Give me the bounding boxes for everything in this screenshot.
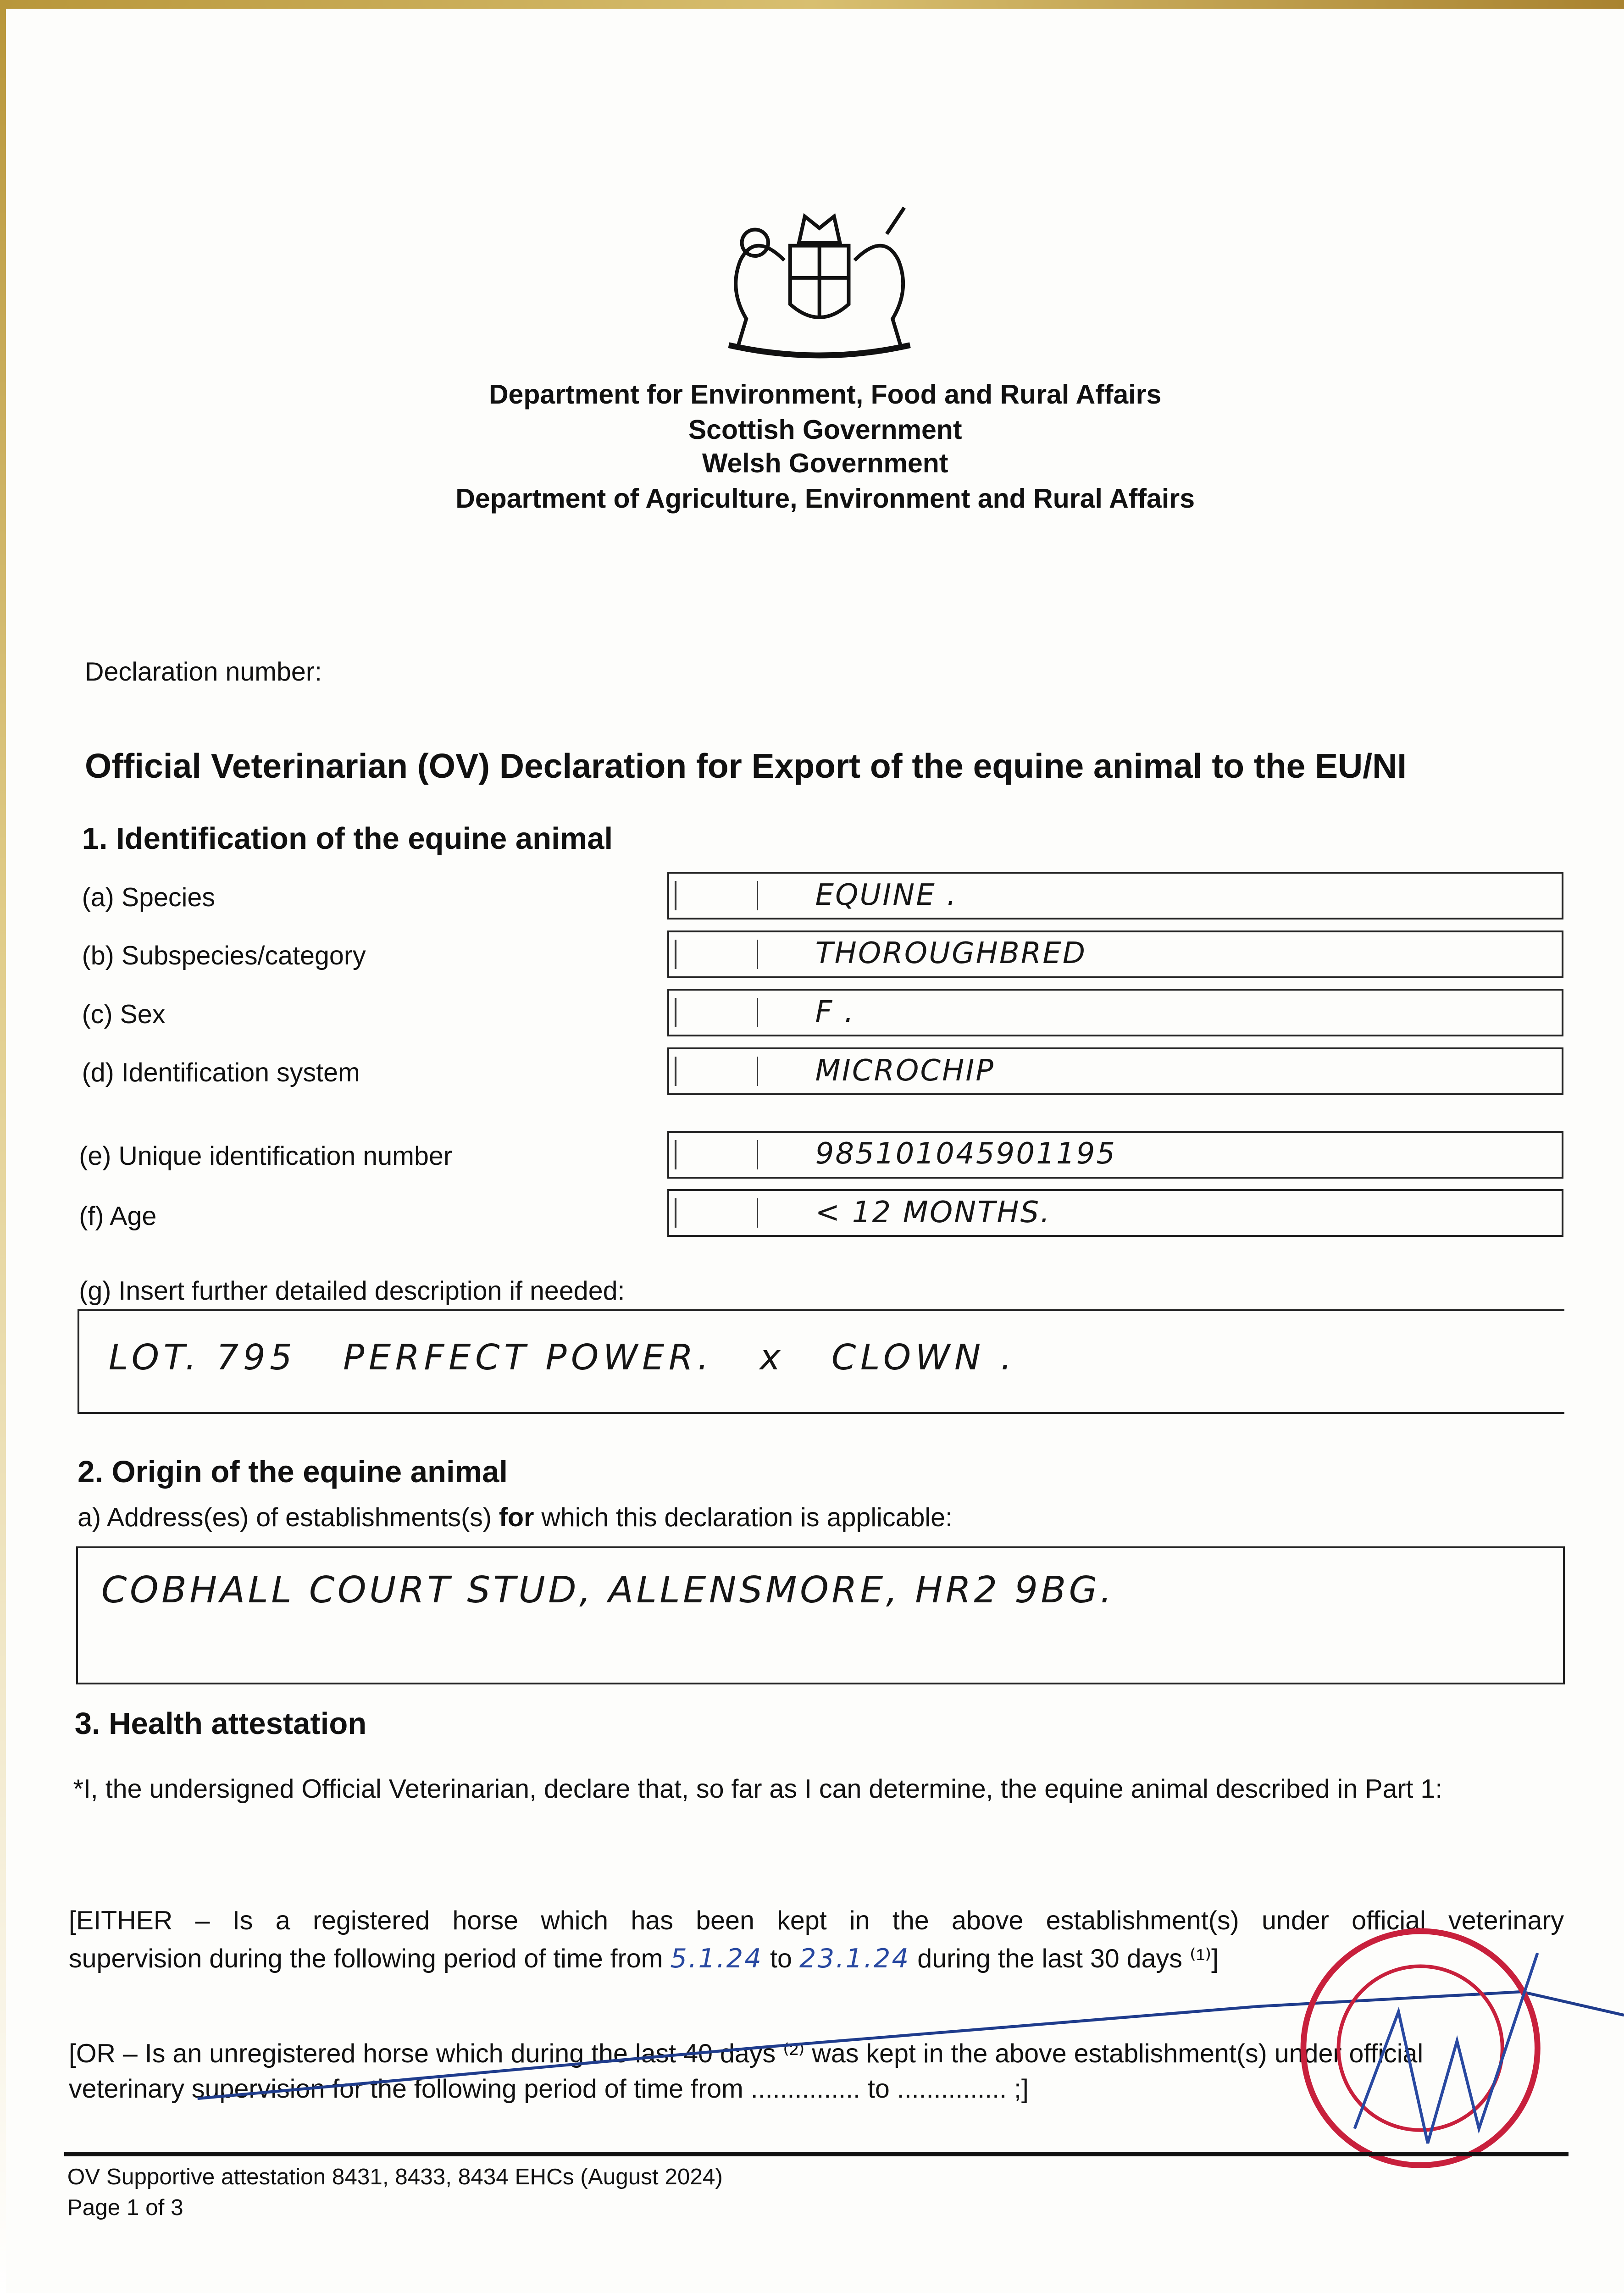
field-value: F .: [815, 995, 855, 1029]
field-label: (c) Sex: [82, 999, 166, 1029]
label-text: which this declaration is applicable:: [534, 1503, 953, 1533]
field-value: < 12 MONTHS.: [815, 1196, 1051, 1230]
or-clause-line1: [OR – Is an unregistered horse which during the last 40 days ⁽²⁾ was kept in the above establishment(s) under official: [68, 2039, 1424, 2069]
field-label: (a) Species: [82, 882, 215, 912]
department-name: Department of Agriculture, Environment and Rural Affairs: [455, 483, 1195, 514]
to-date[interactable]: 23.1.24: [799, 1943, 910, 1974]
department-name: Welsh Government: [702, 448, 948, 479]
footer-form-reference: OV Supportive attestation 8431, 8433, 8434 EHCs (August 2024): [67, 2164, 723, 2189]
field-label: (d) Identification system: [82, 1058, 360, 1088]
footer-divider: [64, 2152, 1568, 2156]
page-number: Page 1 of 3: [67, 2195, 183, 2220]
field-value: EQUINE .: [815, 878, 958, 912]
field-value: THOROUGHBRED: [815, 936, 1087, 971]
field-value: COBHALL COURT STUD, ALLENSMORE, HR2 9BG.: [101, 1568, 1115, 1612]
department-name: Department for Environment, Food and Rural Affairs: [488, 379, 1162, 410]
label-text: a) Address(es) of establishments(s): [78, 1503, 499, 1533]
declaration-number-label: Declaration number:: [85, 657, 322, 687]
clause-text: supervision during the following period of time from: [68, 1944, 671, 1973]
attestation-intro: *I, the undersigned Official Veterinarian, declare that, so far as I can determine, the equine animal described in Part 1:: [73, 1774, 1443, 1804]
document-title: Official Veterinarian (OV) Declaration for Export of the equine animal to the EU/NI: [85, 746, 1407, 785]
from-date[interactable]: 5.1.24: [670, 1943, 763, 1974]
section-3-heading: 3. Health attestation: [74, 1706, 367, 1741]
clause-text: to: [763, 1944, 799, 1973]
department-name: Scottish Government: [688, 414, 962, 445]
section-2-heading: 2. Origin of the equine animal: [78, 1454, 508, 1489]
official-veterinarian-stamp: [1296, 1924, 1545, 2172]
further-description-label: (g) Insert further detailed description if needed:: [79, 1276, 625, 1306]
field-label: (b) Subspecies/category: [82, 941, 366, 971]
field-label: (f) Age: [79, 1201, 157, 1231]
clause-text: during the last 30 days ⁽¹⁾]: [910, 1944, 1219, 1973]
label-text: for: [499, 1503, 534, 1533]
field-value: MICROCHIP: [815, 1053, 995, 1088]
field-label: (e) Unique identification number: [79, 1141, 452, 1171]
or-clause-line2: veterinary supervision for the following period of time from ............... to ............... ;]: [68, 2074, 1029, 2104]
section-1-heading: 1. Identification of the equine animal: [82, 821, 613, 856]
field-value: LOT. 795 PERFECT POWER. x CLOWN .: [108, 1337, 1016, 1379]
field-value: 985101045901195: [815, 1137, 1117, 1171]
either-clause-line1: [EITHER – Is a registered horse which has been kept in the above establishment(s) under official veterinary: [68, 1906, 1564, 1935]
